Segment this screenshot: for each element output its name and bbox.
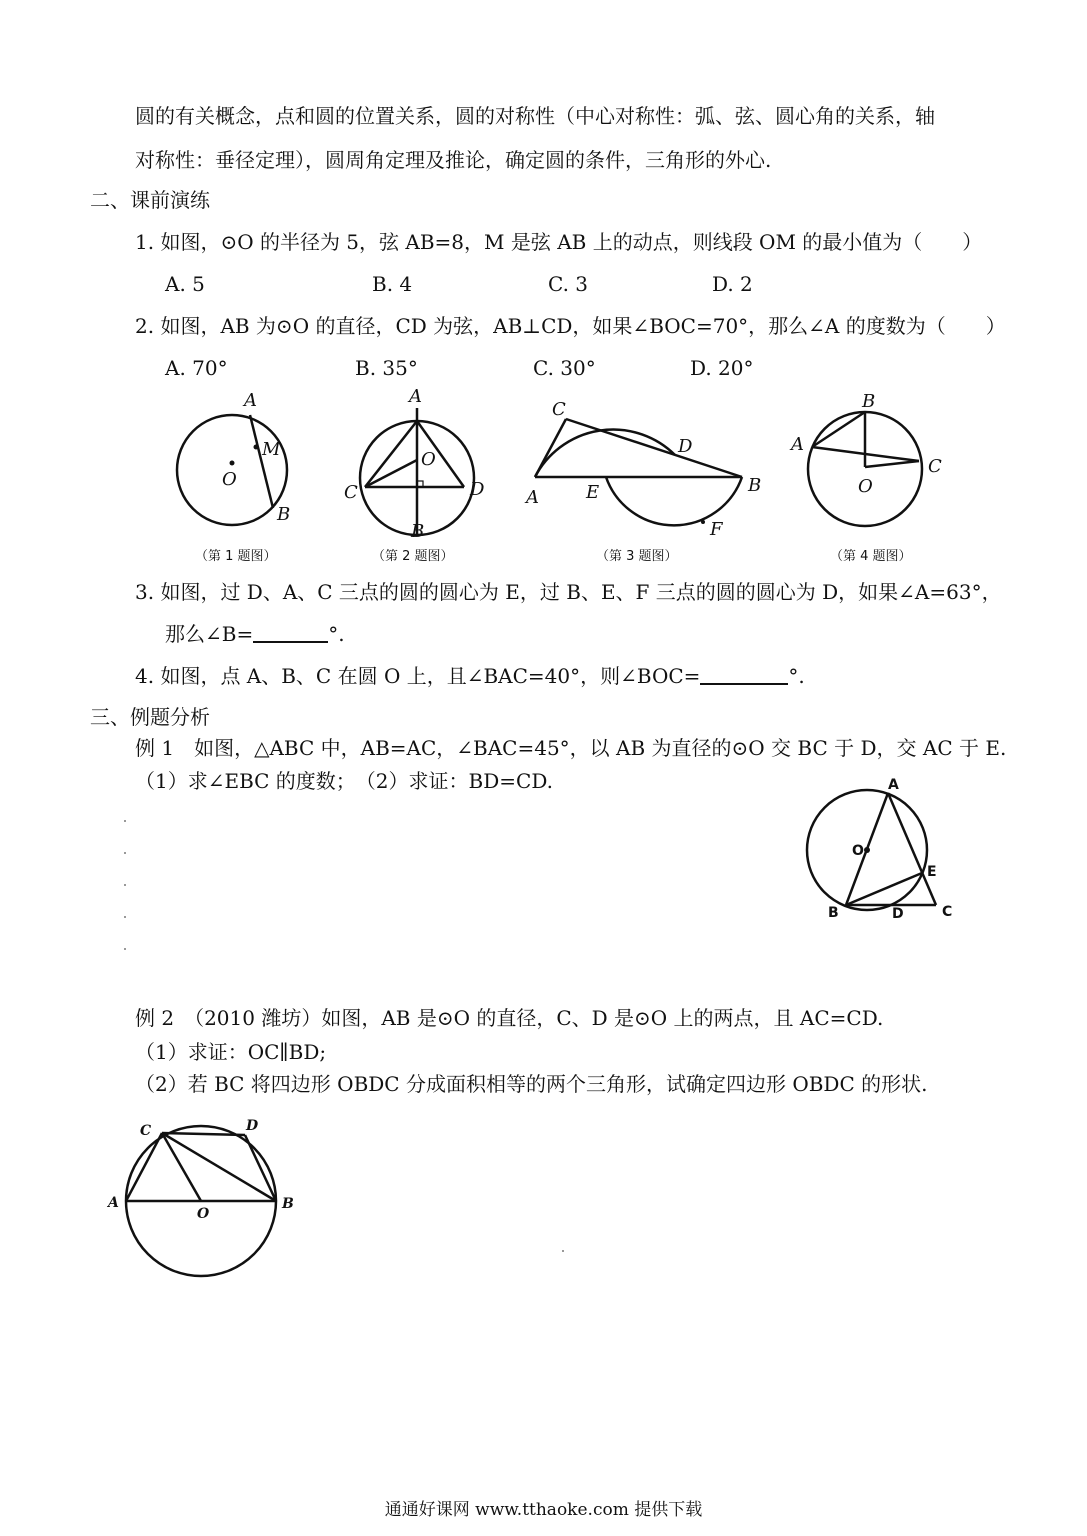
fig3-label-c: C: [552, 399, 566, 420]
margin-dot: [124, 916, 126, 918]
q4-answer-blank[interactable]: [700, 663, 788, 685]
example-2-text: 例 2 （2010 潍坊）如图，AB 是⊙O 的直径，C、D 是⊙O 上的两点，且 AC=CD.: [135, 1006, 884, 1030]
fig2-label-d: D: [470, 479, 485, 500]
q1-option-d: D. 2: [712, 272, 753, 296]
section-3-title: 三、例题分析: [90, 705, 210, 729]
ex1-label-a: A: [888, 777, 899, 793]
q2-option-d: D. 20°: [690, 356, 754, 380]
fig1-label-m: M: [262, 439, 281, 460]
example-2-sub-2: （2）若 BC 将四边形 OBDC 分成面积相等的两个三角形，试确定四边形 OBDC 的形状.: [135, 1072, 928, 1096]
q2-option-a: A. 70°: [165, 356, 228, 380]
fig1-label-o: O: [222, 469, 237, 490]
figure-3-caption: （第 3 题图）: [596, 549, 678, 564]
fig2-label-a: A: [409, 386, 422, 407]
intro-line-2: 对称性：垂径定理），圆周角定理及推论，确定圆的条件，三角形的外心.: [135, 148, 772, 172]
q4-prefix: 4. 如图，点 A、B、C 在圆 O 上，且∠BAC=40°，则∠BOC=: [135, 664, 701, 688]
fig3-label-a: A: [526, 487, 539, 508]
margin-dot: [562, 1250, 564, 1252]
margin-dot: [124, 948, 126, 950]
section-2-title: 二、课前演练: [90, 188, 210, 212]
question-3-text: 3. 如图，过 D、A、C 三点的圆的圆心为 E，过 B、E、F 三点的圆的圆心为 D，如果∠A=63°，: [135, 580, 1002, 604]
ex2-label-a: A: [108, 1195, 119, 1211]
figure-2: [340, 385, 500, 545]
fig2-label-c: C: [344, 482, 358, 503]
margin-dot: [124, 820, 126, 822]
fig4-label-a: A: [791, 434, 804, 455]
q3-answer-blank[interactable]: [253, 621, 328, 643]
q1-option-b: B. 4: [372, 272, 413, 296]
fig3-label-d: D: [678, 436, 693, 457]
fig3-label-e: E: [586, 482, 600, 503]
ex1-label-e: E: [927, 864, 937, 880]
figure-3: [520, 395, 770, 545]
fig3-label-f: F: [710, 519, 723, 540]
ex2-label-c: C: [140, 1123, 152, 1139]
question-2-text: 2. 如图，AB 为⊙O 的直径，CD 为弦，AB⊥CD，如果∠BOC=70°，那么∠A 的度数为（ ）: [135, 314, 1006, 338]
q3-suffix: °.: [328, 622, 345, 646]
question-1-text: 1. 如图，⊙O 的半径为 5，弦 AB=8，M 是弦 AB 上的动点，则线段 OM 的最小值为（ ）: [135, 230, 983, 254]
q2-option-c: C. 30°: [533, 356, 596, 380]
q4-suffix: °.: [788, 664, 805, 688]
q3-prefix: 那么∠B=: [165, 622, 254, 646]
ex1-label-b: B: [828, 905, 839, 921]
ex2-label-o: O: [197, 1206, 210, 1222]
figure-1: [170, 385, 330, 535]
q1-option-c: C. 3: [548, 272, 589, 296]
ex1-label-d: D: [892, 906, 904, 922]
ex2-label-b: B: [282, 1196, 294, 1212]
example-2-figure: [100, 1115, 300, 1285]
margin-dot: [124, 884, 126, 886]
intro-line-1: 圆的有关概念，点和圆的位置关系，圆的对称性（中心对称性：弧、弦、圆心角的关系，轴: [135, 104, 935, 128]
fig4-label-c: C: [928, 456, 942, 477]
fig4-label-o: O: [858, 476, 873, 497]
example-1-subquestions: （1）求∠EBC 的度数； （2）求证：BD=CD.: [135, 769, 554, 793]
figure-1-caption: （第 1 题图）: [195, 549, 277, 564]
margin-dot: [124, 852, 126, 854]
figure-2-caption: （第 2 题图）: [372, 549, 454, 564]
example-1-figure: [800, 770, 970, 930]
page-footer: 通通好课网 www.tthaoke.com 提供下载: [384, 1500, 703, 1520]
example-2-sub-1: （1）求证：OC∥BD;: [135, 1040, 327, 1064]
fig2-label-o: O: [421, 449, 436, 470]
fig4-label-b: B: [862, 391, 876, 412]
example-1-text: 例 1 如图，△ABC 中，AB=AC，∠BAC=45°，以 AB 为直径的⊙O 交 BC 于 D，交 AC 于 E.: [135, 736, 1007, 760]
fig2-label-b: B: [411, 521, 425, 542]
ex2-label-d: D: [246, 1118, 259, 1134]
fig1-label-b: B: [277, 504, 291, 525]
ex1-label-c: C: [942, 904, 953, 920]
fig1-label-a: A: [244, 390, 257, 411]
question-3-answer-line: [165, 620, 345, 648]
fig3-label-b: B: [748, 475, 762, 496]
figure-4: [785, 385, 955, 535]
question-4-text: [135, 662, 805, 690]
q1-option-a: A. 5: [165, 272, 205, 296]
figure-4-caption: （第 4 题图）: [830, 549, 912, 564]
q2-option-b: B. 35°: [355, 356, 418, 380]
ex1-label-o: O: [852, 843, 864, 859]
